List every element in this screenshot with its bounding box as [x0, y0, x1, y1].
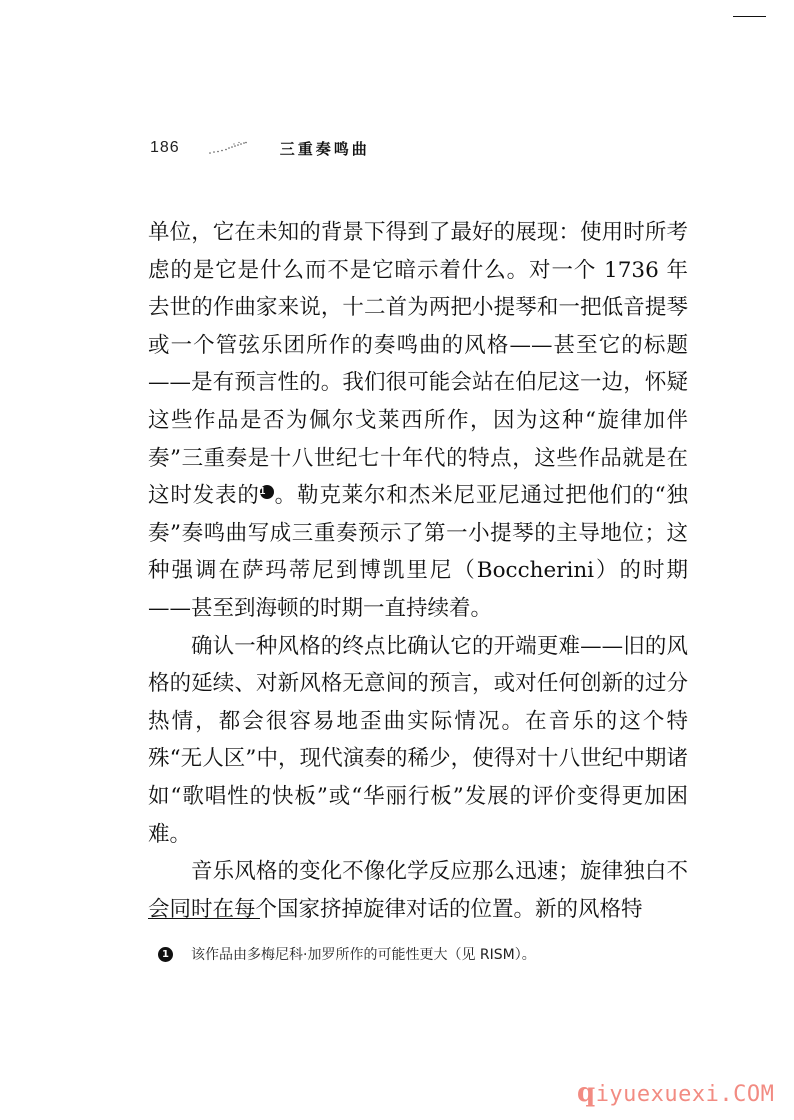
site-watermark — [577, 1078, 774, 1108]
footnote — [158, 944, 536, 964]
footnote-marker-icon: 1 — [158, 947, 173, 962]
page-number: 186 — [150, 139, 180, 156]
paragraph-2: 确认一种风格的终点比确认它的开端更难——旧的风格的延续、对新风格无意间的预言，或对任何创新的过分热情，都会很容易地歪曲实际情况。在音乐的这个特殊“无人区”中，现代演奏的稀少，使得对十八世纪中期诸如“歌唱性的快板”或“华丽行板”发展的评价变得更加困难。 — [148, 633, 688, 847]
watermark-rest: iyuexuexi.COM — [595, 1082, 775, 1107]
body-text — [148, 214, 688, 928]
running-title: 三重奏鸣曲 — [279, 139, 370, 158]
running-header — [150, 137, 370, 159]
footnote-divider — [148, 918, 260, 919]
watermark-lead: q — [577, 1078, 596, 1108]
corner-rule — [733, 16, 766, 17]
footnote-reference-marker[interactable]: 1 — [260, 485, 274, 499]
paragraph-1 — [148, 214, 688, 628]
paragraph-1-text-b: 。勒克莱尔和杰米尼亚尼通过把他们的“独奏”奏鸣曲写成三重奏预示了第一小提琴的主导地位；这种强调在萨玛蒂尼到博凯里尼（Boccherini）的时期——甚至到海顿的时期一直持续着。 — [148, 483, 688, 621]
dotted-flourish-icon — [208, 141, 248, 155]
paragraph-1-text-a: 单位，它在未知的背景下得到了最好的展现：使用时所考虑的是它是什么而不是它暗示着什么。对一个 1736 年去世的作曲家来说，十二首为两把小提琴和一把低音提琴或一个管弦乐团所作的奏鸣曲的风格——甚至它的标题——是有预言性的。我们很可能会站在伯尼这一边，怀疑这些作品是否为佩尔戈莱西所作，因为这种“旋律加伴奏”三重奏是十八世纪七十年代的特点，这些作品就是在这时发表的 — [148, 220, 688, 509]
paragraph-3: 音乐风格的变化不像化学反应那么迅速；旋律独白不会同时在每个国家挤掉旋律对话的位置。新的风格特 — [148, 859, 688, 922]
footnote-text: 该作品由多梅尼科·加罗所作的可能性更大（见 RISM）。 — [191, 947, 536, 963]
